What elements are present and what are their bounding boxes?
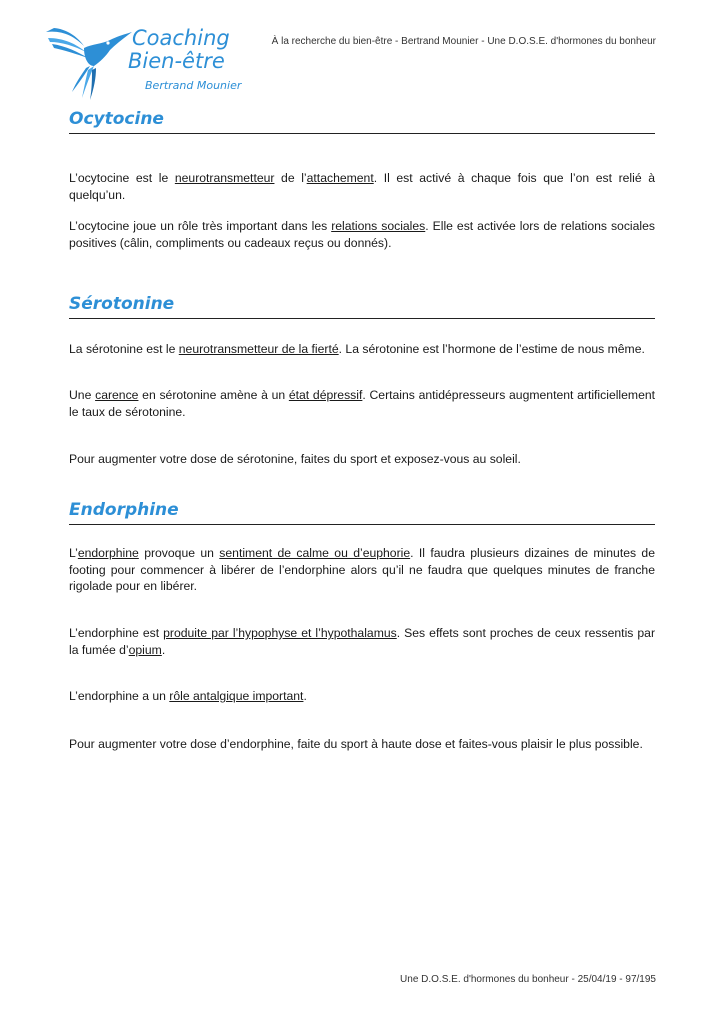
paragraph	[69, 451, 655, 468]
text-run: L’ocytocine joue un rôle très important dans les	[69, 219, 332, 233]
text-run: Pour augmenter votre dose de sérotonine, faites du sport et exposez-vous au soleil.	[69, 452, 521, 466]
paragraph	[69, 218, 655, 251]
text-run: en sérotonine amène à un	[138, 388, 289, 402]
text-run: . Ses effets sont proches de ceux ressentis par la fumée d’	[69, 626, 656, 657]
text-run: .	[303, 689, 307, 703]
underlined-term: carence	[95, 388, 139, 402]
underlined-term: attachement	[306, 171, 374, 185]
text-run: L’ocytocine est le	[69, 171, 175, 185]
section-title-serotonine: Sérotonine	[69, 294, 655, 319]
underlined-term: endorphine	[77, 546, 139, 560]
text-run: Pour augmenter votre dose d’endorphine, faite du sport à haute dose et faites-vous plaisir le plus possible.	[69, 737, 643, 751]
underlined-term: neurotransmetteur	[174, 171, 275, 185]
text-run: . La sérotonine est l’hormone de l’estime de nous même.	[338, 342, 645, 356]
paragraph	[69, 625, 655, 658]
text-run: de l’	[274, 171, 307, 185]
text-run: Une	[69, 388, 96, 402]
text-run: L’endorphine a un	[69, 689, 170, 703]
text-run: .	[161, 642, 166, 657]
logo-title-line1: Coaching	[132, 26, 230, 50]
text-run: . Certains antidépresseurs augmentent artificiellement le taux de sérotonine.	[69, 388, 656, 419]
underlined-term: sentiment de calme ou d’euphorie	[219, 546, 411, 560]
page-footer: Une D.O.S.E. d'hormones du bonheur - 25/04/19 - 97/195	[400, 974, 656, 985]
text-run: provoque un	[138, 546, 220, 560]
running-header: À la recherche du bien-être - Bertrand Mounier - Une D.O.S.E. d'hormones du bonheur	[271, 36, 656, 47]
text-run: L’endorphine est	[69, 626, 164, 640]
underlined-term: neurotransmetteur de la fierté	[178, 342, 339, 356]
paragraph	[69, 341, 655, 358]
logo	[44, 26, 244, 102]
section-title-endorphine: Endorphine	[69, 500, 655, 525]
text-run: . Elle est activée lors de relations sociales positives (câlin, compliments ou cadeaux reçus ou donnés).	[69, 219, 655, 250]
underlined-term: relations sociales	[331, 219, 426, 233]
underlined-term: opium	[128, 642, 162, 657]
logo-author: Bertrand Mounier	[145, 79, 242, 92]
paragraph	[69, 387, 655, 420]
underlined-term: produite par l’hypophyse et l’hypothalamus	[163, 626, 397, 640]
text-run: . Il est activé à chaque fois que l’on est relié à quelqu’un.	[69, 171, 656, 202]
text-run: La sérotonine est le	[69, 342, 179, 356]
paragraph	[69, 545, 655, 595]
text-run: . Il faudra plusieurs dizaines de minutes de footing pour commencer à libérer de l’endorphine alors qu’il ne faudra que quelques minutes de franche rigolade pour en libérer.	[69, 546, 655, 593]
underlined-term: état dépressif	[288, 388, 363, 402]
text-run: L’	[69, 546, 78, 560]
underlined-term: rôle antalgique important	[169, 689, 304, 703]
paragraph	[69, 170, 655, 203]
paragraph	[69, 736, 655, 753]
section-title-ocytocine: Ocytocine	[69, 109, 655, 134]
hummingbird-logo-icon	[44, 26, 134, 102]
paragraph	[69, 688, 655, 705]
logo-title-line2: Bien-être	[128, 49, 225, 73]
